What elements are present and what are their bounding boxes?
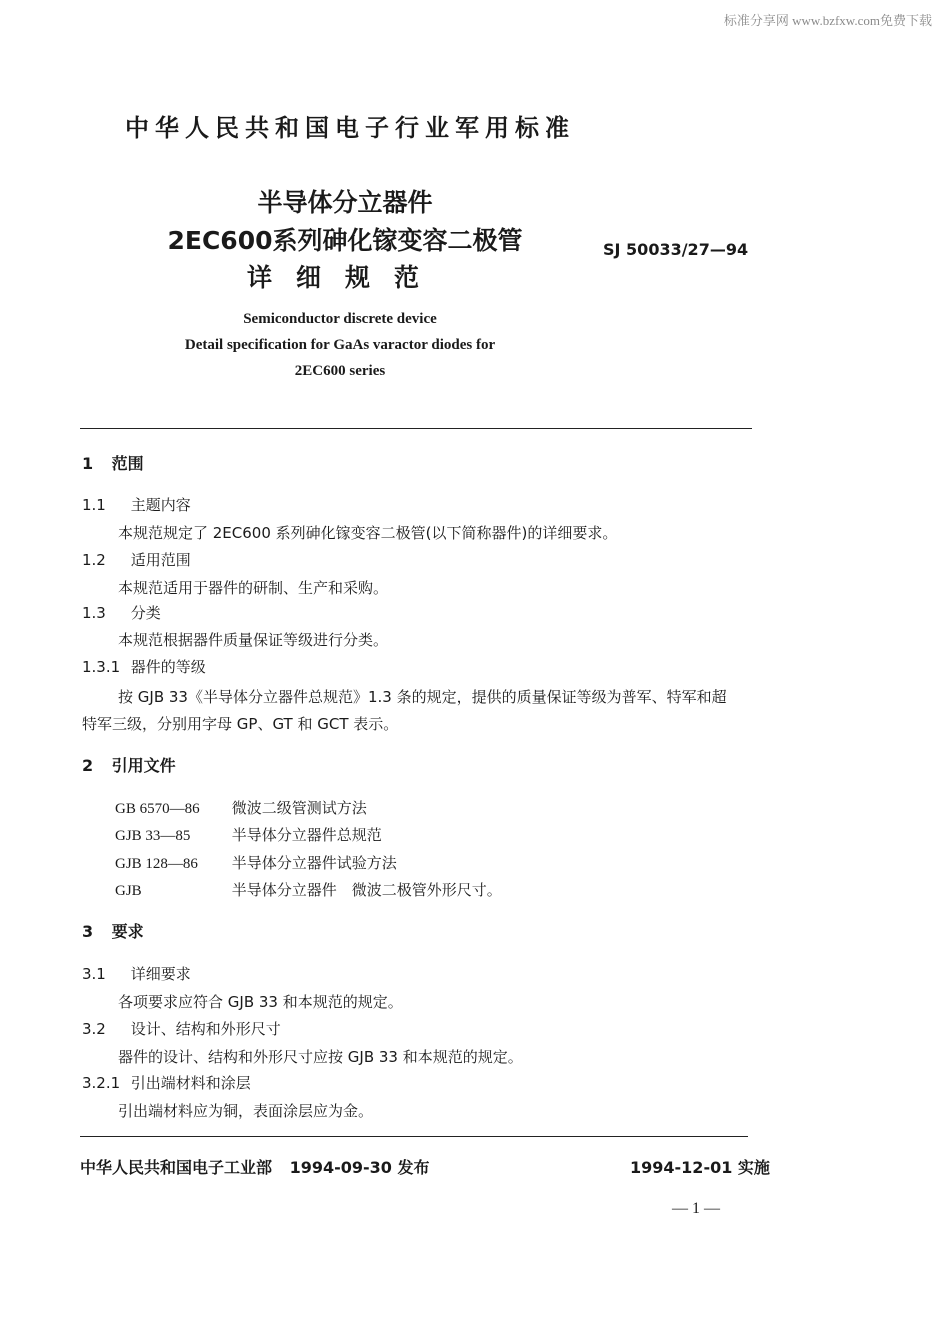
section-title: 分类 [130,604,161,622]
reference-code: GB 6570—86 [115,801,200,817]
english-title-line-2: Detail specification for GaAs varactor diodes for [184,337,496,353]
section-1-3-heading [82,602,161,623]
footer-effective-date: 1994-12-01 [630,1158,733,1177]
section-title: 要求 [111,922,144,941]
section-number: 3.1 [82,965,106,983]
reference-code: GJB [115,883,142,899]
footer-issue [80,1155,430,1178]
reference-code: GJB 128—86 [115,856,198,872]
reference-name: 微波二级管测试方法 [231,799,367,817]
section-number: 3.2 [82,1020,106,1038]
header-divider [80,428,752,429]
section-number: 2 [82,756,94,775]
section-title: 详细要求 [130,965,191,983]
section-1-3-1-text-line-2: 特军三级，分别用字母 GP、GT 和 GCT 表示。 [82,715,399,733]
section-3-2-text: 器件的设计、结构和外形尺寸应按 GJB 33 和本规范的规定。 [118,1048,523,1066]
standard-organization: 中华人民共和国电子行业军用标准 [125,114,575,142]
standard-code: SJ 50033/27—94 [603,240,749,259]
section-title: 引用文件 [111,756,176,775]
section-3-2-heading [82,1018,281,1039]
section-number: 1.3 [82,604,106,622]
section-1-3-1-heading [82,656,206,677]
section-title: 主题内容 [130,496,191,514]
section-3-2-1-text: 引出端材料应为铜，表面涂层应为金。 [118,1102,374,1120]
reference-row [115,824,382,845]
reference-row [115,852,397,873]
section-1-2-heading [82,549,191,570]
section-number: 3.2.1 [82,1074,121,1092]
footer-effective-label: 实施 [737,1158,770,1177]
watermark: 标准分享网 www.bzfxw.com免费下载 [723,13,932,28]
section-2-heading [82,753,176,776]
footer-issue-label: 发布 [397,1158,430,1177]
section-title: 范围 [111,454,144,473]
section-number: 1.2 [82,551,106,569]
english-title-line-3: 2EC600 series [294,363,386,379]
reference-name: 半导体分立器件总规范 [231,826,382,844]
title-line-2: 2EC600系列砷化镓变容二极管 [167,226,523,255]
section-1-heading [82,451,144,474]
section-3-1-heading [82,963,191,984]
title-line-3: 详细规范 [246,263,443,292]
section-title: 适用范围 [130,551,191,569]
reference-row [115,879,502,900]
section-3-heading [82,919,144,942]
reference-name: 半导体分立器件 微波二极管外形尺寸。 [231,881,502,899]
footer-issue-date: 1994-09-30 [289,1158,392,1177]
footer-issuer: 中华人民共和国电子工业部 [80,1158,273,1177]
title-line-1: 半导体分立器件 [257,188,433,217]
reference-row [115,797,367,818]
section-3-1-text: 各项要求应符合 GJB 33 和本规范的规定。 [118,993,403,1011]
section-number: 1 [82,454,94,473]
section-1-3-text: 本规范根据器件质量保证等级进行分类。 [118,631,389,649]
reference-name: 半导体分立器件试验方法 [231,854,397,872]
reference-code: GJB 33—85 [115,828,191,844]
footer-divider [80,1136,748,1137]
section-number: 3 [82,922,94,941]
section-1-1-heading [82,494,191,515]
section-1-2-text: 本规范适用于器件的研制、生产和采购。 [118,579,389,597]
english-title-line-1: Semiconductor discrete device [243,311,437,327]
footer-effective [630,1155,770,1178]
section-3-2-1-heading [82,1072,251,1093]
section-title: 引出端材料和涂层 [130,1074,251,1092]
section-title: 设计、结构和外形尺寸 [130,1020,281,1038]
section-1-3-1-text-line-1: 按 GJB 33《半导体分立器件总规范》1.3 条的规定，提供的质量保证等级为普军、特军和超 [118,688,727,706]
section-1-1-text: 本规范规定了 2EC600 系列砷化镓变容二极管(以下简称器件)的详细要求。 [118,524,618,542]
section-number: 1.1 [82,496,106,514]
section-title: 器件的等级 [130,658,206,676]
section-number: 1.3.1 [82,658,121,676]
page-number: — 1 — [672,1200,720,1217]
